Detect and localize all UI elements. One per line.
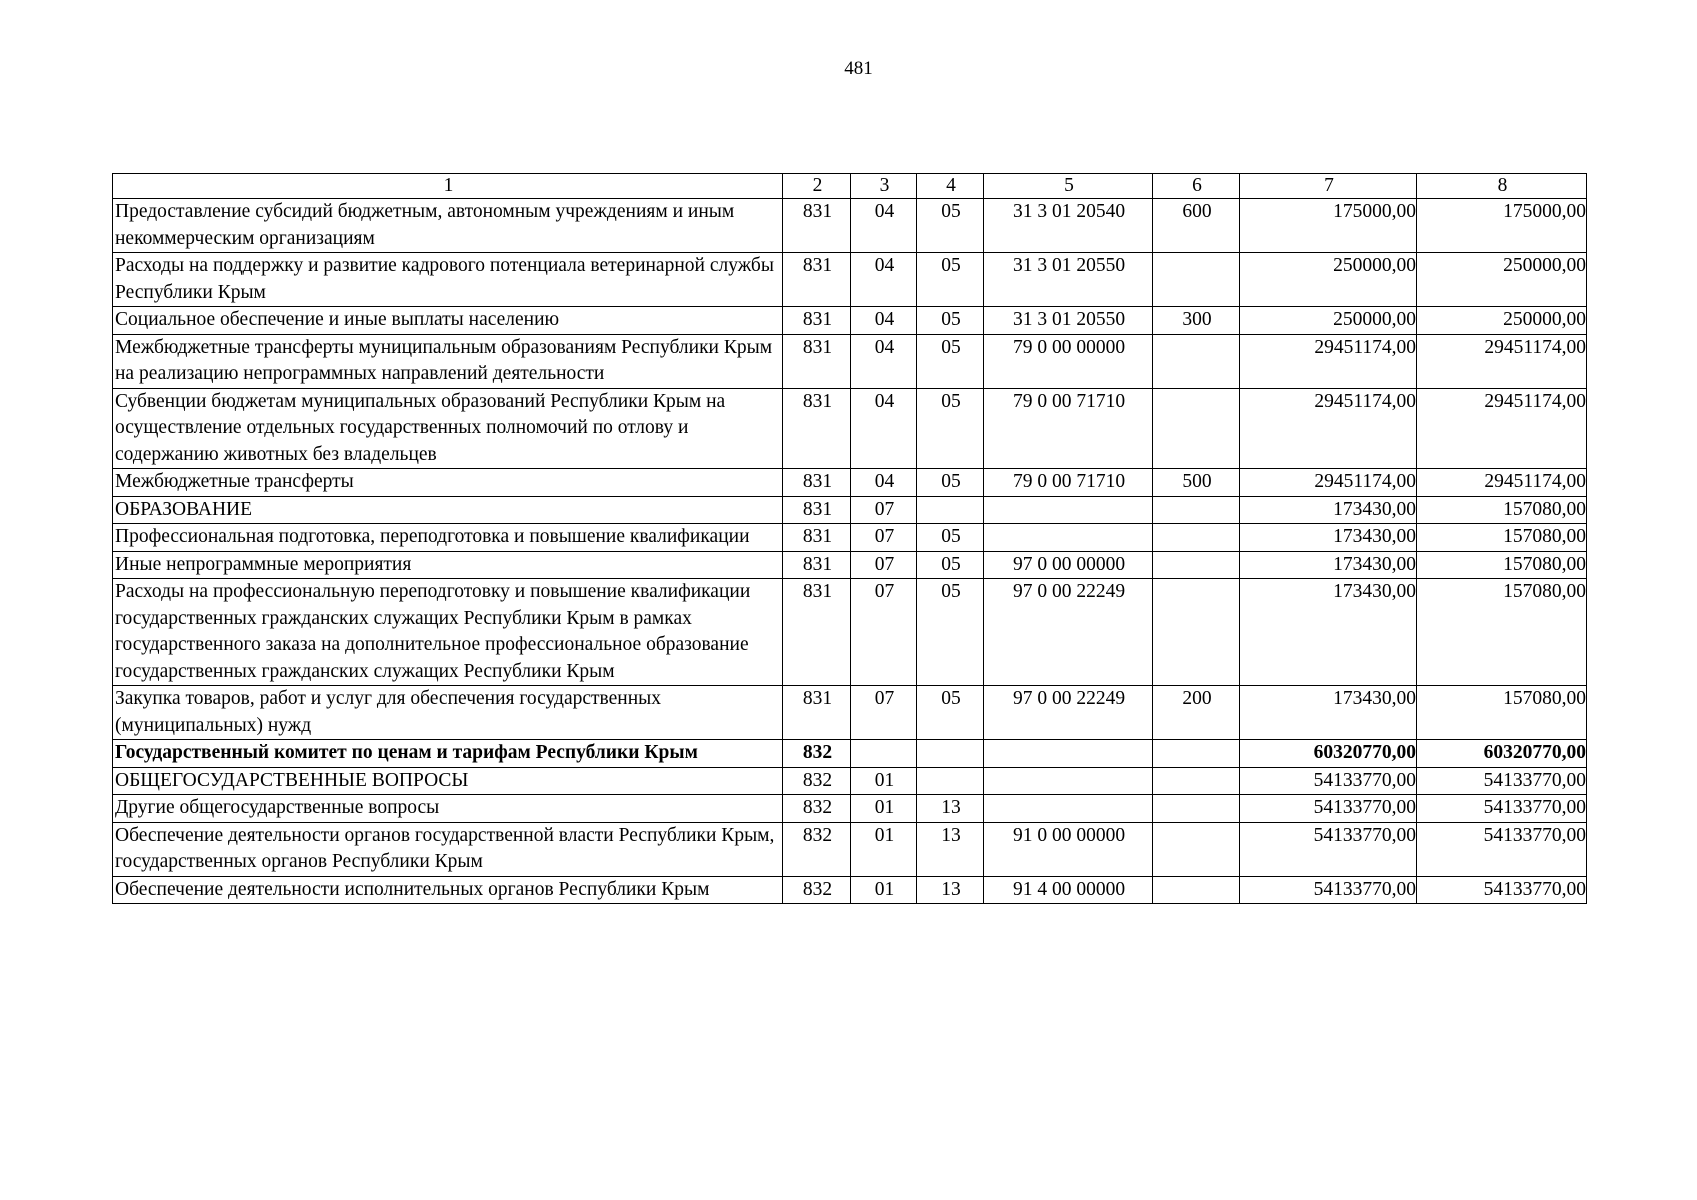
target-article-cell bbox=[984, 524, 1153, 552]
amount-col8-cell: 29451174,00 bbox=[1417, 388, 1587, 469]
expense-type-cell bbox=[1153, 876, 1240, 904]
section-code-cell: 01 bbox=[851, 876, 917, 904]
expense-name-cell: Субвенции бюджетам муниципальных образований Республики Крым на осуществление отдельных государственных полномочий по отлову и содержанию животных без владельцев bbox=[113, 388, 783, 469]
grbs-code-cell: 832 bbox=[783, 795, 851, 823]
grbs-code-cell: 831 bbox=[783, 199, 851, 253]
table-row bbox=[113, 524, 1587, 552]
section-code-cell bbox=[851, 740, 917, 768]
section-code-cell: 04 bbox=[851, 469, 917, 497]
target-article-cell bbox=[984, 496, 1153, 524]
subsection-code-cell: 05 bbox=[917, 253, 984, 307]
page-number: 481 bbox=[844, 58, 873, 79]
budget-table bbox=[112, 173, 1587, 904]
expense-name-cell: Предоставление субсидий бюджетным, автономным учреждениям и иным некоммерческим организациям bbox=[113, 199, 783, 253]
expense-type-cell bbox=[1153, 496, 1240, 524]
expense-name-cell: Обеспечение деятельности органов государственной власти Республики Крым, государственных органов Республики Крым bbox=[113, 822, 783, 876]
grbs-code-cell: 831 bbox=[783, 686, 851, 740]
table-row bbox=[113, 469, 1587, 497]
target-article-cell bbox=[984, 767, 1153, 795]
amount-col8-cell: 54133770,00 bbox=[1417, 876, 1587, 904]
table-row bbox=[113, 253, 1587, 307]
grbs-code-cell: 831 bbox=[783, 551, 851, 579]
amount-col8-cell: 250000,00 bbox=[1417, 307, 1587, 335]
target-article-cell: 91 0 00 00000 bbox=[984, 822, 1153, 876]
target-article-cell: 79 0 00 71710 bbox=[984, 469, 1153, 497]
subsection-code-cell: 05 bbox=[917, 551, 984, 579]
subsection-code-cell bbox=[917, 767, 984, 795]
section-code-cell: 04 bbox=[851, 388, 917, 469]
table-row bbox=[113, 307, 1587, 335]
expense-type-cell bbox=[1153, 524, 1240, 552]
grbs-code-cell: 831 bbox=[783, 469, 851, 497]
expense-type-cell: 500 bbox=[1153, 469, 1240, 497]
section-code-cell: 01 bbox=[851, 767, 917, 795]
expense-name-cell: Расходы на профессиональную переподготовку и повышение квалификации государственных гражданских служащих Республики Крым в рамках государственного заказа на дополнительное профессиональное образование государственных гражданских служащих Республики Крым bbox=[113, 579, 783, 686]
subsection-code-cell: 05 bbox=[917, 334, 984, 388]
table-row bbox=[113, 388, 1587, 469]
target-article-cell bbox=[984, 795, 1153, 823]
section-code-cell: 07 bbox=[851, 496, 917, 524]
amount-col7-cell: 54133770,00 bbox=[1240, 876, 1417, 904]
amount-col8-cell: 175000,00 bbox=[1417, 199, 1587, 253]
expense-type-cell bbox=[1153, 767, 1240, 795]
section-code-cell: 07 bbox=[851, 579, 917, 686]
amount-col8-cell: 250000,00 bbox=[1417, 253, 1587, 307]
header-col-5: 5 bbox=[984, 174, 1153, 199]
expense-type-cell bbox=[1153, 579, 1240, 686]
header-col-8: 8 bbox=[1417, 174, 1587, 199]
amount-col8-cell: 157080,00 bbox=[1417, 686, 1587, 740]
amount-col8-cell: 29451174,00 bbox=[1417, 334, 1587, 388]
expense-type-cell bbox=[1153, 795, 1240, 823]
amount-col7-cell: 250000,00 bbox=[1240, 307, 1417, 335]
header-col-4: 4 bbox=[917, 174, 984, 199]
expense-type-cell bbox=[1153, 822, 1240, 876]
section-code-cell: 01 bbox=[851, 795, 917, 823]
expense-type-cell: 600 bbox=[1153, 199, 1240, 253]
table-row bbox=[113, 876, 1587, 904]
expense-name-cell: Закупка товаров, работ и услуг для обеспечения государственных (муниципальных) нужд bbox=[113, 686, 783, 740]
expense-name-cell: Государственный комитет по ценам и тарифам Республики Крым bbox=[113, 740, 783, 768]
amount-col7-cell: 54133770,00 bbox=[1240, 767, 1417, 795]
expense-type-cell bbox=[1153, 388, 1240, 469]
amount-col8-cell: 157080,00 bbox=[1417, 551, 1587, 579]
target-article-cell: 79 0 00 71710 bbox=[984, 388, 1153, 469]
subsection-code-cell bbox=[917, 740, 984, 768]
amount-col7-cell: 29451174,00 bbox=[1240, 334, 1417, 388]
amount-col8-cell: 54133770,00 bbox=[1417, 822, 1587, 876]
amount-col8-cell: 54133770,00 bbox=[1417, 795, 1587, 823]
grbs-code-cell: 831 bbox=[783, 579, 851, 686]
table-row bbox=[113, 551, 1587, 579]
target-article-cell: 97 0 00 22249 bbox=[984, 579, 1153, 686]
section-code-cell: 01 bbox=[851, 822, 917, 876]
amount-col7-cell: 173430,00 bbox=[1240, 496, 1417, 524]
expense-name-cell: ОБРАЗОВАНИЕ bbox=[113, 496, 783, 524]
amount-col8-cell: 60320770,00 bbox=[1417, 740, 1587, 768]
target-article-cell: 31 3 01 20540 bbox=[984, 199, 1153, 253]
grbs-code-cell: 831 bbox=[783, 334, 851, 388]
amount-col8-cell: 29451174,00 bbox=[1417, 469, 1587, 497]
subsection-code-cell: 05 bbox=[917, 469, 984, 497]
table-row bbox=[113, 199, 1587, 253]
subsection-code-cell: 05 bbox=[917, 579, 984, 686]
table-row bbox=[113, 795, 1587, 823]
expense-name-cell: Расходы на поддержку и развитие кадрового потенциала ветеринарной службы Республики Крым bbox=[113, 253, 783, 307]
grbs-code-cell: 832 bbox=[783, 822, 851, 876]
amount-col7-cell: 54133770,00 bbox=[1240, 822, 1417, 876]
section-code-cell: 07 bbox=[851, 524, 917, 552]
grbs-code-cell: 831 bbox=[783, 307, 851, 335]
table-header-row bbox=[113, 174, 1587, 199]
subsection-code-cell bbox=[917, 496, 984, 524]
expense-type-cell: 200 bbox=[1153, 686, 1240, 740]
amount-col8-cell: 157080,00 bbox=[1417, 524, 1587, 552]
grbs-code-cell: 831 bbox=[783, 253, 851, 307]
target-article-cell: 97 0 00 22249 bbox=[984, 686, 1153, 740]
table-row bbox=[113, 496, 1587, 524]
expense-name-cell: Межбюджетные трансферты bbox=[113, 469, 783, 497]
subsection-code-cell: 05 bbox=[917, 307, 984, 335]
target-article-cell: 31 3 01 20550 bbox=[984, 307, 1153, 335]
amount-col8-cell: 157080,00 bbox=[1417, 496, 1587, 524]
header-col-6: 6 bbox=[1153, 174, 1240, 199]
subsection-code-cell: 05 bbox=[917, 388, 984, 469]
amount-col7-cell: 29451174,00 bbox=[1240, 469, 1417, 497]
subsection-code-cell: 05 bbox=[917, 524, 984, 552]
amount-col7-cell: 173430,00 bbox=[1240, 686, 1417, 740]
table-row bbox=[113, 822, 1587, 876]
amount-col7-cell: 29451174,00 bbox=[1240, 388, 1417, 469]
target-article-cell: 31 3 01 20550 bbox=[984, 253, 1153, 307]
amount-col7-cell: 173430,00 bbox=[1240, 551, 1417, 579]
amount-col7-cell: 250000,00 bbox=[1240, 253, 1417, 307]
section-code-cell: 04 bbox=[851, 307, 917, 335]
table-row bbox=[113, 767, 1587, 795]
expense-name-cell: Другие общегосударственные вопросы bbox=[113, 795, 783, 823]
expense-name-cell: Межбюджетные трансферты муниципальным образованиям Республики Крым на реализацию непрограммных направлений деятельности bbox=[113, 334, 783, 388]
section-code-cell: 04 bbox=[851, 253, 917, 307]
header-col-2: 2 bbox=[783, 174, 851, 199]
expense-type-cell bbox=[1153, 334, 1240, 388]
grbs-code-cell: 831 bbox=[783, 524, 851, 552]
amount-col7-cell: 173430,00 bbox=[1240, 579, 1417, 686]
grbs-code-cell: 831 bbox=[783, 388, 851, 469]
table-row bbox=[113, 579, 1587, 686]
amount-col7-cell: 175000,00 bbox=[1240, 199, 1417, 253]
target-article-cell: 97 0 00 00000 bbox=[984, 551, 1153, 579]
grbs-code-cell: 832 bbox=[783, 740, 851, 768]
table-body bbox=[113, 199, 1587, 904]
amount-col8-cell: 157080,00 bbox=[1417, 579, 1587, 686]
expense-name-cell: ОБЩЕГОСУДАРСТВЕННЫЕ ВОПРОСЫ bbox=[113, 767, 783, 795]
header-col-7: 7 bbox=[1240, 174, 1417, 199]
expense-type-cell bbox=[1153, 740, 1240, 768]
expense-name-cell: Иные непрограммные мероприятия bbox=[113, 551, 783, 579]
expense-name-cell: Обеспечение деятельности исполнительных органов Республики Крым bbox=[113, 876, 783, 904]
target-article-cell: 79 0 00 00000 bbox=[984, 334, 1153, 388]
table-row bbox=[113, 334, 1587, 388]
amount-col7-cell: 173430,00 bbox=[1240, 524, 1417, 552]
expense-type-cell bbox=[1153, 551, 1240, 579]
table-row bbox=[113, 686, 1587, 740]
section-code-cell: 04 bbox=[851, 334, 917, 388]
section-code-cell: 07 bbox=[851, 551, 917, 579]
subsection-code-cell: 13 bbox=[917, 876, 984, 904]
section-code-cell: 07 bbox=[851, 686, 917, 740]
section-code-cell: 04 bbox=[851, 199, 917, 253]
grbs-code-cell: 832 bbox=[783, 876, 851, 904]
subsection-code-cell: 13 bbox=[917, 822, 984, 876]
expense-name-cell: Профессиональная подготовка, переподготовка и повышение квалификации bbox=[113, 524, 783, 552]
target-article-cell bbox=[984, 740, 1153, 768]
grbs-code-cell: 832 bbox=[783, 767, 851, 795]
subsection-code-cell: 05 bbox=[917, 686, 984, 740]
expense-type-cell bbox=[1153, 253, 1240, 307]
subsection-code-cell: 05 bbox=[917, 199, 984, 253]
header-col-3: 3 bbox=[851, 174, 917, 199]
amount-col7-cell: 60320770,00 bbox=[1240, 740, 1417, 768]
amount-col8-cell: 54133770,00 bbox=[1417, 767, 1587, 795]
subsection-code-cell: 13 bbox=[917, 795, 984, 823]
target-article-cell: 91 4 00 00000 bbox=[984, 876, 1153, 904]
grbs-code-cell: 831 bbox=[783, 496, 851, 524]
expense-type-cell: 300 bbox=[1153, 307, 1240, 335]
table-row bbox=[113, 740, 1587, 768]
header-col-1: 1 bbox=[113, 174, 783, 199]
amount-col7-cell: 54133770,00 bbox=[1240, 795, 1417, 823]
expense-name-cell: Социальное обеспечение и иные выплаты населению bbox=[113, 307, 783, 335]
